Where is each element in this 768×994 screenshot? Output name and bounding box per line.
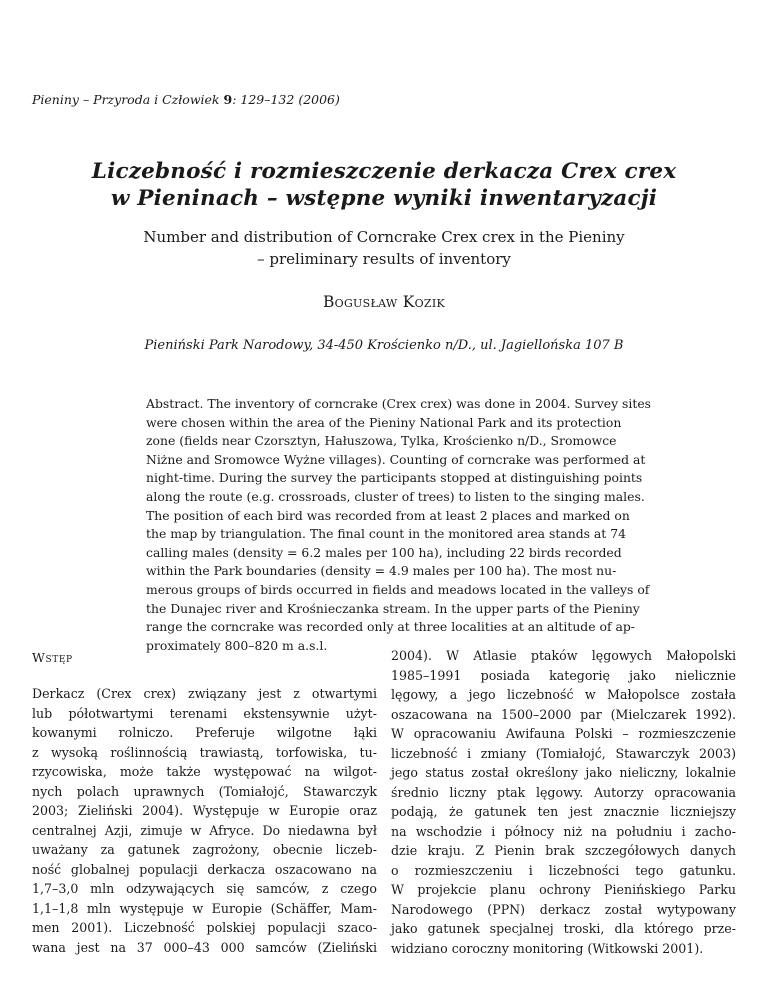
- paper-title-line: w Pieninach – wstępne wyniki inwentaryzacji: [110, 186, 658, 211]
- body-line: 1985–1991 posiada kategorię jako nielicznie: [391, 667, 736, 683]
- abstract-line: were chosen within the area of the Pieniny National Park and its protection: [146, 414, 622, 430]
- paper-subtitle-line: – preliminary results of inventory: [257, 250, 511, 268]
- body-line: centralnej Azji, zimuje w Afryce. Do niedawna był: [32, 822, 377, 838]
- author-affiliation: Pieniński Park Narodowy, 34-450 Krościenko n/D., ul. Jagiellońska 107 B: [144, 338, 624, 353]
- body-line: na wschodzie i północy niż na południu i zacho-: [391, 823, 736, 839]
- body-column-left: [32, 684, 377, 957]
- body-line: nych polach uprawnych (Tomiałojć, Stawarczyk: [32, 783, 377, 799]
- body-line: ność globalnej populacji derkacza oszacowano na: [32, 861, 377, 877]
- body-line: wana jest na 37 000–43 000 samców (Zieliński: [32, 939, 377, 955]
- abstract-line: along the route (e.g. crossroads, cluster of trees) to listen to the singing males.: [146, 488, 645, 504]
- abstract-line: the Dunajec river and Krośnieczanka stream. In the upper parts of the Pieniny: [146, 600, 640, 616]
- abstract-line: The position of each bird was recorded from at least 2 places and marked on: [146, 507, 630, 523]
- body-line: oszacowana na 1500–2000 par (Mielczarek 1992).: [391, 706, 736, 722]
- abstract-line: within the Park boundaries (density = 4.9 males per 100 ha). The most nu-: [146, 563, 617, 579]
- body-line: średnio liczny ptak lęgowy. Autorzy opracowania: [391, 784, 736, 800]
- body-line: lęgowy, a jego liczebność w Małopolsce została: [391, 687, 736, 702]
- body-line: o rozmieszczeniu i liczebności tego gatunku.: [391, 862, 736, 878]
- section-heading-introduction: Wstęp: [32, 650, 73, 665]
- body-line: z wysoką roślinnością trawiastą, torfowiska, tu-: [32, 744, 377, 760]
- journal-volume: 9: [223, 92, 233, 107]
- abstract-line: merous groups of birds occurred in fields and meadows located in the valleys of: [146, 581, 650, 597]
- abstract-line: proximately 800–820 m a.s.l.: [146, 637, 328, 653]
- body-line: rzycowiska, może także występować na wilgot-: [32, 764, 377, 779]
- body-line: jego status został określony jako nieliczny, lokalnie: [391, 765, 736, 780]
- abstract-line: range the corncrake was recorded only at three localities at an altitude of ap-: [146, 619, 635, 635]
- abstract-line: zone (fields near Czorsztyn, Hałuszowa, Tylka, Krościenko n/D., Sromowce: [146, 433, 617, 449]
- body-line: men 2001). Liczebność polskiej populacji szaco-: [32, 920, 377, 935]
- body-line: Derkacz (Crex crex) związany jest z otwartymi: [32, 686, 377, 701]
- abstract-line: calling males (density = 6.2 males per 100 ha), including 22 birds recorded: [146, 544, 622, 560]
- paper-subtitle-line: Number and distribution of Corncrake Crex crex in the Pieniny: [143, 228, 625, 246]
- journal-name: Pieniny – Przyroda i Człowiek: [32, 92, 220, 107]
- paper-subtitle: [60, 226, 708, 270]
- abstract-line: Niżne and Sromowce Wyżne villages). Counting of corncrake was performed at: [146, 451, 646, 467]
- body-line: 1,7–3,0 mln odzywających się samców, z czego: [32, 881, 377, 896]
- abstract: [146, 395, 652, 655]
- paper-title-line: Liczebność i rozmieszczenie derkacza Crex crex: [91, 159, 677, 184]
- body-line: 2003; Zieliński 2004). Występuje w Europie oraz: [32, 803, 377, 818]
- body-line: jako gatunek specjalnej troski, dla którego prze-: [391, 921, 736, 936]
- body-line: widziano coroczny monitoring (Witkowski 2001).: [391, 940, 704, 956]
- author-name: Bogusław Kozik: [322, 293, 446, 311]
- body-line: uważany za gatunek zagrożony, obecnie liczeb-: [32, 842, 377, 857]
- body-line: kowanymi rolniczo. Preferuje wilgotne łąki: [32, 725, 377, 740]
- abstract-line: the map by triangulation. The final count in the monitored area stands at 74: [146, 526, 626, 542]
- journal-pages-year: : 129–132 (2006): [232, 92, 340, 107]
- body-line: W opracowaniu Awifauna Polski – rozmieszczenie: [391, 726, 736, 741]
- body-line: liczebność i zmiany (Tomiałojć, Stawarczyk 2003): [391, 745, 736, 761]
- body-line: podają, że gatunek ten jest znacznie liczniejszy: [391, 804, 736, 819]
- abstract-line: night-time. During the survey the participants stopped at distinguishing points: [146, 470, 643, 486]
- body-line: lub półotwartymi terenami ekstensywnie użyt-: [32, 705, 377, 721]
- body-line: W projekcie planu ochrony Pienińskiego Parku: [391, 882, 736, 897]
- body-line: dzie kraju. Z Pienin brak szczegółowych danych: [391, 843, 736, 858]
- journal-citation: [32, 92, 340, 107]
- abstract-line: Abstract. The inventory of corncrake (Crex crex) was done in 2004. Survey sites: [146, 396, 652, 411]
- paper-title: [60, 158, 708, 212]
- body-line: 2004). W Atlasie ptaków lęgowych Małopolski: [391, 648, 736, 663]
- body-line: Narodowego (PPN) derkacz został wytypowany: [391, 901, 736, 917]
- body-line: 1,1–1,8 mln występuje w Europie (Schäffer, Mam-: [32, 900, 377, 916]
- body-column-right: [391, 646, 736, 958]
